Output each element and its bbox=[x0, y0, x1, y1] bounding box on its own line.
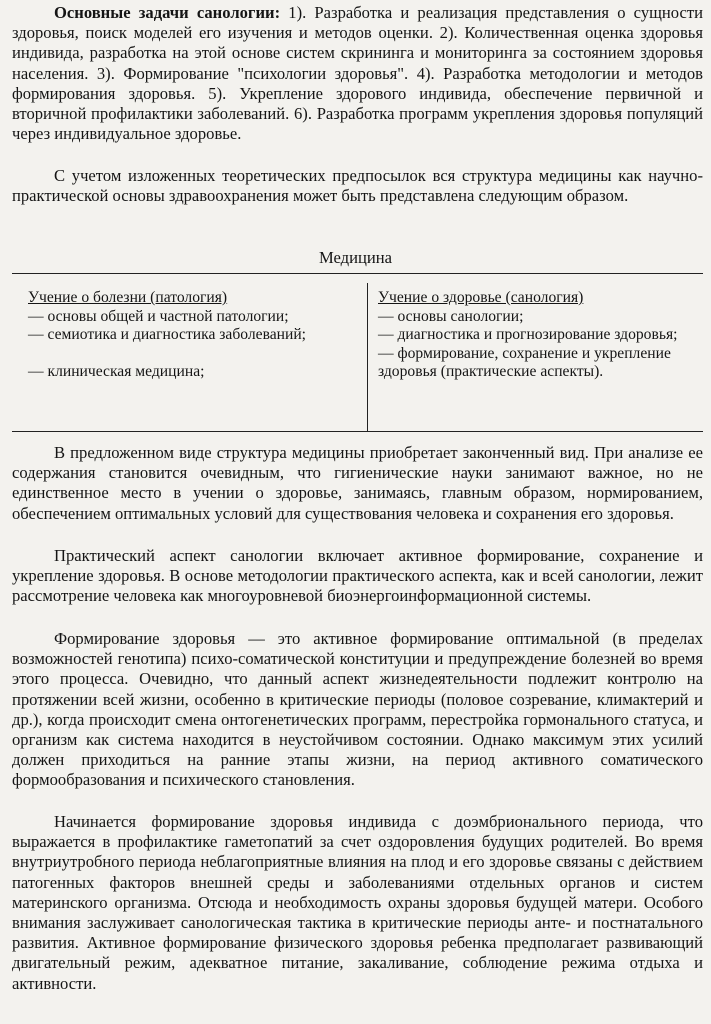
list-item: — основы санологии; bbox=[378, 307, 524, 325]
table-column-pathology bbox=[28, 289, 364, 381]
paragraph-text: 1). Разработка и реализация представления о сущности здоровья, поиск моделей его изучения и методов оценки. 2). Количественная оценка здоровья индивида, разработка на этой основе систем скрининга и мониторинга за состоянием здоровья населения. 3). Формирование "психологии здоровья". 4). Разработка методологии и методов формирования здоровья. 5). Укрепление здорового индивида, обеспечение первичной и вторичной профилактики заболеваний. 6). Разработка программ укрепления здоровья популяций через индивидуальное здоровье. bbox=[12, 3, 703, 144]
column-heading: Учение о здоровье (санология) bbox=[378, 289, 584, 306]
paragraph-prenatal-period: Начинается формирование здоровья индивида с доэмбрионального периода, что выражается в профилактике гаметопатий за счет оздоровления будущих родителей. Во время внутриутробного периода неблагоприятные влияния на плод и его здоровье связаны с действием патогенных факторов внешней среды и заболеваниями отдельных органов и систем материнского организма. Отсюда и необходимость охраны здоровья будущей матери. Особого внимания заслуживает санологическая тактика в критические периоды анте- и постнатального развития. Активное формирование физического здоровья ребенка предполагает развивающий двигательный режим, адекватное питание, закаливание, соблюдение режима отдыха и активности. bbox=[12, 812, 703, 993]
table-title: Медицина bbox=[318, 248, 392, 267]
table-top-rule bbox=[12, 273, 703, 274]
list-item: — формирование, сохранение и укрепление здоровья (практические аспекты). bbox=[378, 344, 671, 380]
table-column-divider bbox=[367, 283, 368, 432]
list-item: — основы общей и частной патологии; bbox=[28, 307, 289, 325]
paragraph-lead: Основные задачи санологии: bbox=[54, 3, 281, 22]
column-heading: Учение о болезни (патология) bbox=[28, 289, 228, 306]
list-item: — диагностика и прогнозирование здоровья; bbox=[378, 326, 678, 343]
list-item: — семиотика и диагностика заболеваний; bbox=[28, 326, 307, 343]
list-item: — клиническая медицина; bbox=[28, 362, 205, 380]
paragraph-medicine-structure-intro: С учетом изложенных теоретических предпосылок вся структура медицины как научно-практической основы здравоохранения может быть представлена следующим образом. bbox=[12, 166, 703, 206]
paragraph-sanology-tasks bbox=[12, 3, 703, 144]
table-column-sanology bbox=[378, 289, 678, 382]
paragraph-health-formation: Формирование здоровья — это активное формирование оптимальной (в пределах возможностей генотипа) психо-соматической конституции и предупреждение болезней во время этого процесса. Очевидно, что данный аспект жизнедеятельности подлежит контролю на протяжении всей жизни, особенно в критические периоды (половое созревание, климактерий и др.), когда происходит смена онтогенетических программ, перестройка гормонального статуса, и организм как система находится в неустойчивом состоянии. Однако максимум этих усилий должен приходиться на ранние этапы жизни, на период активного соматического формообразования и психического становления. bbox=[12, 629, 703, 790]
paragraph-structure-analysis: В предложенном виде структура медицины приобретает законченный вид. При анализе ее содержания становится очевидным, что гигиенические науки занимают важное, но не единственное место в учении о здоровье, занимаясь, главным образом, нормированием, обеспечением оптимальных условий для существования человека и сохранения его здоровья. bbox=[12, 443, 703, 523]
paragraph-practical-aspect: Практический аспект санологии включает активное формирование, сохранение и укрепление здоровья. В основе методологии практического аспекта, как и всей санологии, лежит рассмотрение человека как многоуровневой биоэнергоинформационной системы. bbox=[12, 546, 703, 606]
table-bottom-rule bbox=[12, 431, 703, 432]
